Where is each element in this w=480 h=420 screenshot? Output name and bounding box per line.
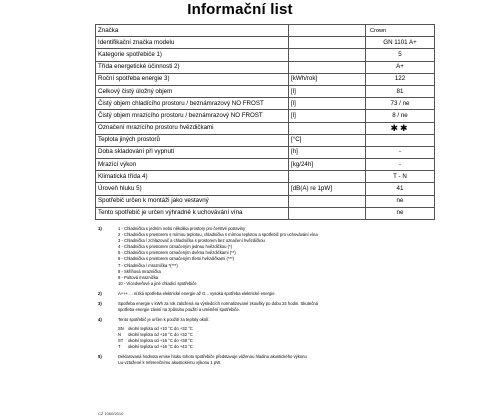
row-value: -	[366, 146, 435, 158]
footnote-number: 2)	[98, 290, 102, 296]
footnote-text: Lw vztažené k referenčnímu akustickému výkonu 1 pW.	[118, 360, 222, 366]
table-row	[96, 98, 435, 110]
table-row	[96, 37, 435, 49]
row-unit: [kWh/rok]	[289, 73, 366, 85]
row-value: 41	[366, 183, 435, 195]
row-unit	[289, 37, 366, 49]
footnote-4	[98, 317, 398, 350]
row-unit	[289, 25, 366, 37]
table-row	[96, 73, 435, 85]
table-row	[96, 207, 435, 219]
footnote-text: Tento spotřebič je určen k použití za teploty okolí:	[118, 317, 210, 323]
footnote-number: 4)	[98, 317, 102, 323]
row-value: 5	[366, 49, 435, 61]
footnote-number: 5)	[98, 354, 102, 360]
row-label: Doba skladování při vypnutí	[96, 146, 289, 158]
row-value: 8 / ne	[366, 110, 435, 122]
row-unit: [h]	[289, 146, 366, 158]
table-row	[96, 146, 435, 158]
climate-code: N	[118, 331, 122, 337]
table-row	[96, 61, 435, 73]
freezer-stars-icon: ✱✱	[366, 122, 435, 134]
category-item: 2 - Chladnička s prostorem s mírnou teplotou, chladnička s mírnou teplotou a spotřebič pro uchovávání vína	[118, 232, 318, 238]
climate-range: okolní teplota od +16 °C do +32 °C	[128, 331, 193, 337]
footnote-1	[98, 226, 398, 287]
row-label: Kategorie spotřebiče 1)	[96, 49, 289, 61]
row-label: Identifikační značka modelu	[96, 37, 289, 49]
category-item: 10 - Vícedveřové a jiné chladicí spotřebiče	[118, 280, 197, 286]
row-label: Čistý objem chladícího prostoru / beznámrazový NO FROST	[96, 98, 289, 110]
page-title: Informační list	[187, 1, 293, 18]
category-item: 9 - Pultová mraznička	[118, 274, 159, 280]
table-row	[96, 110, 435, 122]
row-value: Crown	[366, 25, 435, 37]
table-row	[96, 134, 435, 146]
row-value: A+	[366, 61, 435, 73]
footnote-text: A+++ ... nízká spotřeba elektrické energie až G... vysoká spotřeba elektrické energie	[118, 290, 275, 296]
category-item: 7 - Chladnička / mraznička *(***)	[118, 262, 178, 268]
footnote-5	[98, 354, 398, 366]
footnote-3	[98, 301, 398, 313]
product-info-table	[95, 24, 435, 220]
row-unit: [dB(A) re 1pW]	[289, 183, 366, 195]
row-value	[366, 134, 435, 146]
footnote-2	[98, 291, 398, 297]
row-unit	[289, 122, 366, 134]
row-value: GN 1101 A+	[366, 37, 435, 49]
row-label: Klimatická třída 4)	[96, 171, 289, 183]
footnotes	[98, 226, 398, 366]
climate-range: okolní teplota od +10 °C do +32 °C	[128, 325, 193, 331]
row-unit	[289, 49, 366, 61]
row-label: Roční spotřeba energie 3)	[96, 73, 289, 85]
row-unit: [l]	[289, 98, 366, 110]
category-item: 3 - Chladnička / zchlazovač a chladnička s prostorem bez označení hvězdičkou	[118, 238, 265, 244]
row-label: Tento spotřebič je určen výhradně k uchovávání vína	[96, 207, 289, 219]
table-row	[96, 122, 435, 134]
footnote-text: Deklarovaná hodnota emise hluku tohoto spotřebiče představuje váženou hladinu akustického výkonu	[118, 354, 307, 360]
row-label: Úroveň hluku 5)	[96, 183, 289, 195]
row-unit	[289, 207, 366, 219]
footnote-number: 1)	[98, 226, 102, 231]
row-label: Spotřebič určen k montáži jako vestavný	[96, 195, 289, 207]
table-row	[96, 49, 435, 61]
row-label: Mrazící výkon	[96, 159, 289, 171]
table-row	[96, 171, 435, 183]
table-row	[96, 195, 435, 207]
row-value: 122	[366, 73, 435, 85]
category-item: 6 - Chladnička s prostorem označeným třemi hvězdičkami (***)	[118, 256, 235, 262]
footnote-number: 3)	[98, 301, 102, 307]
row-unit: [kg/24h]	[289, 159, 366, 171]
regulation-reference: CZ 1060/2010	[98, 411, 124, 416]
row-value: 73 / ne	[366, 98, 435, 110]
climate-code: SN	[118, 325, 124, 331]
table-row	[96, 183, 435, 195]
table-row	[96, 159, 435, 171]
row-unit: [l]	[289, 85, 366, 97]
row-value: ne	[366, 207, 435, 219]
row-label: Čistý objem mrazícího prostoru / beznámrazový NO FROST	[96, 110, 289, 122]
footnote-text: Spotřeba energie v kWh za rok založená na výsledcích normalizované zkoušky po dobu 24 hodin. Skutečná	[118, 301, 318, 307]
category-item: 1 - Chladnička s jedním nebo několika prostory pro čerstvé potraviny	[118, 226, 246, 231]
row-label: Teplota jiných prostorů	[96, 134, 289, 146]
row-value: T - N	[366, 171, 435, 183]
climate-range: okolní teplota od +16 °C do +38 °C	[128, 338, 193, 343]
row-value: ne	[366, 195, 435, 207]
row-unit	[289, 171, 366, 183]
footnote-text: spotřeba energie závisí na způsobu použití a umístění spotřebiče.	[118, 307, 240, 313]
category-item: 8 - Skříňová mraznička	[118, 268, 161, 274]
row-unit	[289, 61, 366, 73]
climate-class-row	[112, 344, 398, 350]
climate-code: ST	[118, 338, 124, 343]
row-label: Třída energetické účinnosti 2)	[96, 61, 289, 73]
climate-range: okolní teplota od +16 °C do +43 °C	[128, 344, 193, 350]
row-unit: [°C]	[289, 134, 366, 146]
table-row	[96, 25, 435, 37]
table-row	[96, 85, 435, 97]
category-item: 5 - Chladnička s prostorem označeným dvěma hvězdičkami (**)	[118, 250, 236, 256]
row-value: 81	[366, 85, 435, 97]
row-label: Značka	[96, 25, 289, 37]
row-label: Celkový čistý úložný objem	[96, 85, 289, 97]
row-unit: [l]	[289, 110, 366, 122]
category-item: 4 - Chladnička s prostorem označeným jednou hvězdičkou (*)	[118, 244, 233, 250]
row-unit	[289, 195, 366, 207]
row-value: -	[366, 159, 435, 171]
row-label: Označení mrazícího prostoru hvězdičkami	[96, 122, 289, 134]
climate-code: T	[118, 344, 121, 350]
